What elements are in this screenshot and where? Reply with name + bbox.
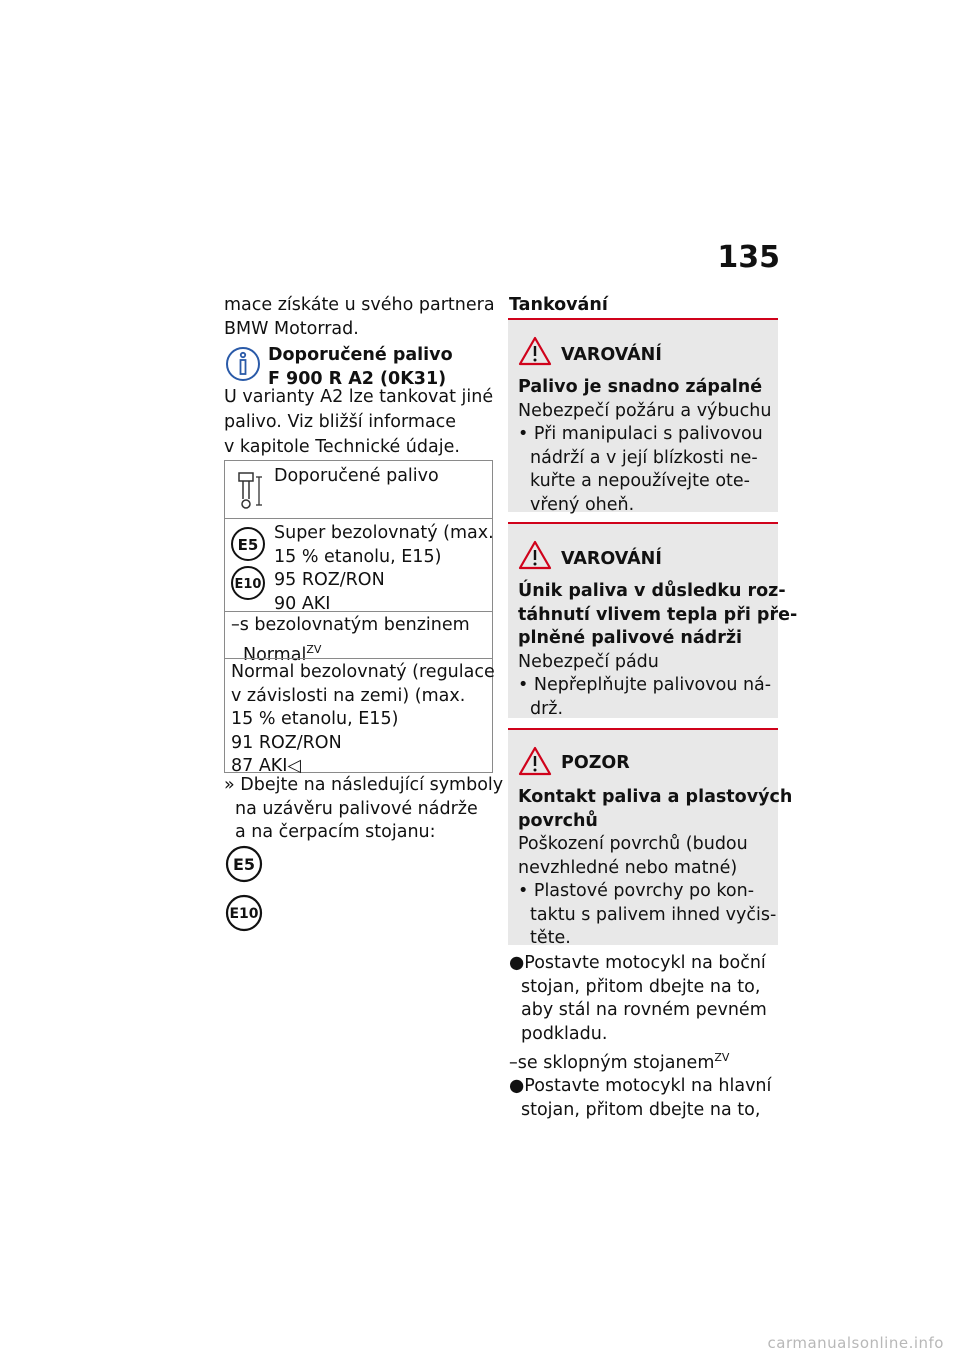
warning-label: VAROVÁNÍ (561, 549, 662, 569)
svg-text:E10: E10 (229, 906, 259, 922)
caution-triangle-icon (518, 746, 552, 776)
svg-text:E10: E10 (234, 577, 262, 592)
section-heading: Tankování (509, 295, 608, 315)
e5-symbol-icon (224, 844, 264, 884)
page-number: 135 (717, 240, 780, 275)
table-row (225, 611, 492, 665)
info-title: Doporučené palivo F 900 R A2 (0K31) (268, 345, 453, 389)
info-text: U varianty A2 lze tankovat jiné palivo. Viz bližší informace v kapitole Technické údaje. (224, 387, 494, 457)
table-row (225, 518, 494, 614)
caution-box-plastic: POZOR Kontakt paliva a plastových povrchů Poškození povrchů (budou nevzhledné nebo matné) • Plastové povrchy po kon- taktu s palivem ihned vyčis- těte. (508, 728, 778, 945)
warning-subtitle: Nebezpečí pádu (518, 651, 659, 672)
caution-label: POZOR (561, 753, 630, 773)
info-icon (224, 344, 262, 384)
super-fuel-spec: Super bezolovnatý (max. 15 % etanolu, E15) 95 ROZ/RON 90 AKI (274, 523, 494, 614)
fuel-level-icon (231, 469, 265, 511)
warning-triangle-icon (518, 336, 552, 366)
table-row (225, 658, 495, 776)
option-center-stand: –se sklopným stojanem$^{ZV}$ (509, 1051, 730, 1073)
warning-title: Palivo je snadno zápalné (518, 377, 763, 397)
svg-text:E5: E5 (232, 855, 256, 874)
warning-triangle-icon (518, 540, 552, 570)
table-header: Doporučené palivo (274, 466, 439, 486)
instruction-text: » Dbejte na následující symboly na uzávěru palivové nádrže a na čerpacím stojanu: (224, 775, 504, 842)
normal-option: –s bezolovnatým benzinem Normal$^{ZV}$ (231, 615, 470, 665)
fuel-table (224, 460, 495, 776)
e10-symbol-icon (224, 893, 264, 933)
table-row (225, 461, 492, 518)
warning-label: VAROVÁNÍ (561, 345, 662, 365)
watermark-footer: carmanualsonline.info (767, 1334, 944, 1352)
step-side-stand: ●Postavte motocykl na boční stojan, přitom dbejte na to, aby stál na rovném pevném podkladu. –se sklopným stojanem$^{ZV}$ ●Postavte motocykl na hlavní stojan, přitom dbejte na to, (509, 952, 779, 1122)
warning-box-fire: VAROVÁNÍ Palivo je snadno zápalné Nebezpečí požáru a výbuchu • Při manipulaci s palivovou nádrží a v její blízkosti ne- kuřte a nepoužívejte ote- vřený oheň. (508, 318, 778, 512)
intro-text: mace získáte u svého partnera BMW Motorrad. (224, 295, 495, 339)
warning-box-overflow: VAROVÁNÍ Únik paliva v důsledku roz- táhnutí vlivem tepla při pře- plněné palivové nádrži Nebezpečí pádu • Nepřeplňujte palivovou ná- drž. (508, 522, 778, 718)
e5-e10-symbols-icon (230, 526, 266, 602)
svg-text:E5: E5 (237, 536, 259, 554)
warning-subtitle: Nebezpečí požáru a výbuchu (518, 400, 772, 421)
normal-fuel-spec: Normal bezolovnatý (regulace v závislosti na zemi) (max. 15 % etanolu, E15) 91 ROZ/RON 87 AKI◁ (231, 662, 495, 776)
